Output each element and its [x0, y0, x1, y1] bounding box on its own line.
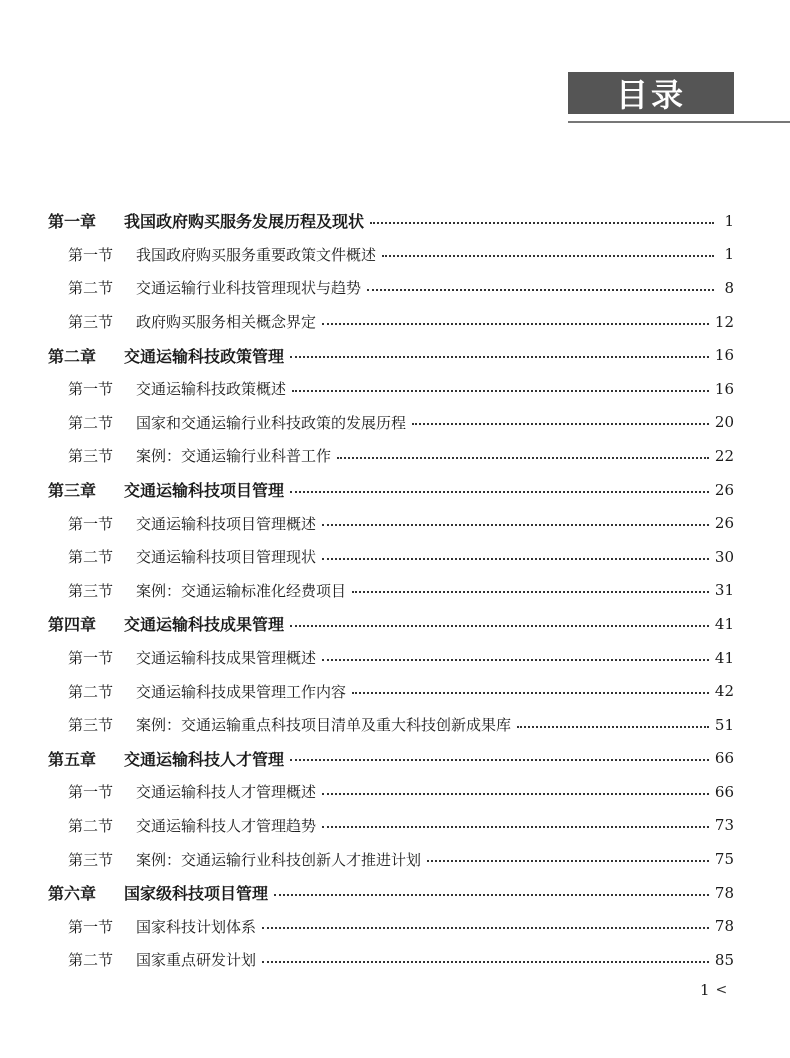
toc-entry-label: 第二节	[68, 682, 114, 701]
toc-entry-label: 第一章	[48, 212, 97, 232]
toc-entry-page: 51	[714, 715, 734, 734]
toc-dot-leader	[370, 222, 714, 224]
toc-section-entry[interactable]	[48, 574, 734, 608]
toc-section-entry[interactable]	[48, 238, 734, 272]
toc-entry-label: 第一节	[68, 380, 114, 399]
toc-entry-page: 1	[724, 211, 734, 230]
contents-title-text: 目录	[615, 76, 686, 114]
toc-entry-title: 国家重点研发计划	[136, 951, 257, 970]
title-underline	[568, 121, 790, 123]
toc-dot-leader	[352, 692, 709, 694]
toc-entry-title: 交通运输科技成果管理	[124, 615, 285, 635]
toc-entry-page: 26	[714, 514, 734, 533]
toc-dot-leader	[322, 826, 709, 828]
page-marker-icon: <	[715, 982, 728, 998]
toc-dot-leader	[337, 457, 709, 459]
toc-chapter-entry[interactable]	[48, 338, 734, 372]
toc-section-entry[interactable]	[48, 305, 734, 339]
toc-dot-leader	[290, 625, 709, 627]
toc-section-entry[interactable]	[48, 842, 734, 876]
toc-entry-page: 42	[714, 682, 734, 701]
toc-entry-title: 交通运输科技项目管理	[124, 481, 285, 501]
toc-section-entry[interactable]	[48, 372, 734, 406]
toc-entry-label: 第二章	[48, 346, 97, 366]
toc-entry-title: 案例：交通运输行业科普工作	[136, 447, 332, 466]
toc-entry-title: 案例：交通运输重点科技项目清单及重大科技创新成果库	[136, 716, 512, 735]
toc-entry-page: 16	[714, 346, 734, 365]
toc-entry-page: 20	[714, 413, 734, 432]
toc-entry-title: 交通运输行业科技管理现状与趋势	[136, 279, 362, 298]
toc-entry-title: 交通运输科技项目管理概述	[136, 514, 317, 533]
toc-dot-leader	[382, 255, 714, 257]
toc-dot-leader	[322, 793, 709, 795]
toc-entry-title: 政府购买服务相关概念界定	[136, 313, 317, 332]
toc-entry-label: 第三节	[68, 313, 114, 332]
page-footer	[700, 981, 727, 999]
toc-entry-page: 8	[724, 278, 734, 297]
toc-entry-title: 国家级科技项目管理	[124, 884, 269, 904]
toc-dot-leader	[290, 491, 709, 493]
contents-title	[568, 72, 734, 114]
toc-entry-title: 交通运输科技政策管理	[124, 346, 285, 366]
toc-dot-leader	[322, 524, 709, 526]
toc-dot-leader	[322, 323, 709, 325]
toc-entry-page: 26	[714, 480, 734, 499]
toc-entry-label: 第二节	[68, 279, 114, 298]
toc-entry-page: 41	[714, 614, 734, 633]
toc-entry-page: 31	[714, 581, 734, 600]
toc-entry-page: 41	[714, 648, 734, 667]
toc-entry-page: 85	[714, 950, 734, 969]
toc-dot-leader	[367, 289, 714, 291]
toc-dot-leader	[517, 726, 709, 728]
toc-entry-label: 第六章	[48, 884, 97, 904]
toc-entry-page: 12	[714, 312, 734, 331]
toc-section-entry[interactable]	[48, 506, 734, 540]
toc-entry-title: 国家科技计划体系	[136, 917, 257, 936]
toc-section-entry[interactable]	[48, 540, 734, 574]
toc-entry-title: 交通运输科技成果管理概述	[136, 649, 317, 668]
toc-entry-page: 66	[714, 782, 734, 801]
toc-entry-label: 第二节	[68, 816, 114, 835]
toc-entry-label: 第五章	[48, 749, 97, 769]
toc-entry-page: 73	[714, 816, 734, 835]
toc-chapter-entry[interactable]	[48, 204, 734, 238]
toc-entry-title: 交通运输科技政策概述	[136, 380, 287, 399]
toc-chapter-entry[interactable]	[48, 607, 734, 641]
toc-entry-title: 案例：交通运输行业科技创新人才推进计划	[136, 850, 422, 869]
toc-entry-title: 交通运输科技人才管理	[124, 749, 285, 769]
toc-entry-label: 第一节	[68, 245, 114, 264]
toc-dot-leader	[322, 558, 709, 560]
toc-entry-page: 1	[724, 245, 734, 264]
toc-entry-label: 第一节	[68, 917, 114, 936]
toc-entry-page: 66	[714, 749, 734, 768]
toc-entry-label: 第二节	[68, 413, 114, 432]
toc-section-entry[interactable]	[48, 439, 734, 473]
toc-entry-label: 第三节	[68, 581, 114, 600]
toc-entry-label: 第一节	[68, 649, 114, 668]
toc-entry-label: 第三章	[48, 481, 97, 501]
toc-entry-title: 国家和交通运输行业科技政策的发展历程	[136, 413, 407, 432]
toc-dot-leader	[262, 927, 709, 929]
toc-section-entry[interactable]	[48, 271, 734, 305]
toc-entry-label: 第二节	[68, 951, 114, 970]
toc-dot-leader	[292, 390, 709, 392]
toc-entry-label: 第二节	[68, 548, 114, 567]
page-number: 1	[700, 981, 710, 999]
toc-section-entry[interactable]	[48, 708, 734, 742]
toc-entry-label: 第三节	[68, 447, 114, 466]
toc-dot-leader	[412, 423, 709, 425]
toc-entry-title: 我国政府购买服务发展历程及现状	[124, 212, 365, 232]
toc-chapter-entry[interactable]	[48, 876, 734, 910]
toc-dot-leader	[290, 356, 709, 358]
toc-dot-leader	[274, 894, 709, 896]
toc-chapter-entry[interactable]	[48, 742, 734, 776]
toc-entry-page: 16	[714, 379, 734, 398]
toc-entry-label: 第三节	[68, 850, 114, 869]
toc-entry-page: 78	[714, 917, 734, 936]
toc-entry-title: 交通运输科技项目管理现状	[136, 548, 317, 567]
toc-entry-page: 75	[714, 850, 734, 869]
toc-dot-leader	[352, 591, 709, 593]
toc-entry-label: 第四章	[48, 615, 97, 635]
toc-dot-leader	[290, 759, 709, 761]
toc-entry-page: 78	[714, 883, 734, 902]
toc-chapter-entry[interactable]	[48, 473, 734, 507]
toc-entry-title: 交通运输科技人才管理概述	[136, 783, 317, 802]
toc-section-entry[interactable]	[48, 809, 734, 843]
toc-entry-title: 我国政府购买服务重要政策文件概述	[136, 245, 377, 264]
toc-section-entry[interactable]	[48, 674, 734, 708]
toc-dot-leader	[427, 860, 709, 862]
toc-entry-page: 30	[714, 547, 734, 566]
toc-entry-label: 第三节	[68, 716, 114, 735]
toc-section-entry[interactable]	[48, 775, 734, 809]
toc-dot-leader	[262, 961, 709, 963]
toc-section-entry[interactable]	[48, 943, 734, 977]
toc-section-entry[interactable]	[48, 909, 734, 943]
toc-dot-leader	[322, 659, 709, 661]
toc-entry-page: 22	[714, 446, 734, 465]
toc-entry-title: 交通运输科技人才管理趋势	[136, 816, 317, 835]
toc-section-entry[interactable]	[48, 406, 734, 440]
table-of-contents	[48, 204, 734, 977]
toc-section-entry[interactable]	[48, 641, 734, 675]
toc-entry-title: 案例：交通运输标准化经费项目	[136, 581, 347, 600]
toc-entry-label: 第一节	[68, 783, 114, 802]
toc-entry-label: 第一节	[68, 514, 114, 533]
toc-entry-title: 交通运输科技成果管理工作内容	[136, 682, 347, 701]
